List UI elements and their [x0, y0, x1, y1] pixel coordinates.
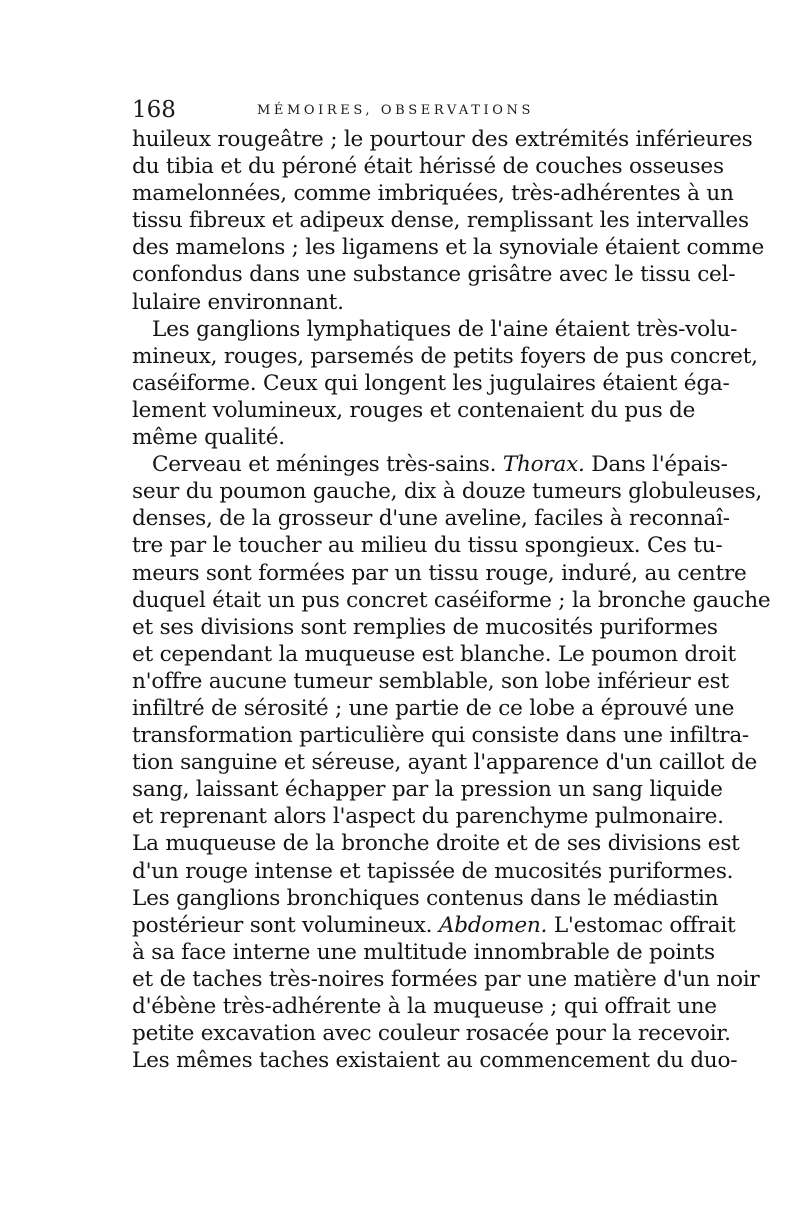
text-line: même qualité.	[132, 425, 285, 451]
text-line: meurs sont formées par un tissu rouge, induré, au centre	[132, 560, 747, 586]
section-heading-abdomen: Abdomen.	[438, 912, 548, 938]
page-header	[132, 96, 672, 126]
text-line: du tibia et du péroné était hérissé de couches osseuses	[132, 154, 724, 180]
text-line: confondus dans une substance grisâtre avec le tissu cel-	[132, 262, 736, 288]
text-line	[132, 912, 736, 939]
body-text	[132, 126, 771, 1074]
running-head: MÉMOIRES, OBSERVATIONS	[257, 103, 534, 118]
section-heading-thorax: Thorax.	[502, 452, 585, 478]
text-line: à sa face interne une multitude innombrable de points	[132, 939, 715, 965]
text-line: infiltré de sérosité ; une partie de ce lobe a éprouvé une	[132, 695, 735, 721]
text-line: caséiforme. Ceux qui longent les jugulaires étaient éga-	[132, 370, 730, 396]
text-line: huileux rougeâtre ; le pourtour des extrémités inférieures	[132, 127, 753, 152]
text-line: tion sanguine et séreuse, ayant l'apparence d'un caillot de	[132, 750, 758, 776]
text-line: petite excavation avec couleur rosacée pour la recevoir.	[132, 1021, 731, 1047]
text-line: denses, de la grosseur d'une aveline, faciles à reconnaî-	[132, 506, 730, 532]
text-line: seur du poumon gauche, dix à douze tumeurs globuleuses,	[132, 479, 763, 505]
text-line: Les mêmes taches existaient au commencement du duo-	[132, 1048, 738, 1074]
text-line: Les ganglions bronchiques contenus dans le médiastin	[132, 885, 719, 911]
paragraph-start-line	[132, 451, 728, 478]
text-line: mineux, rouges, parsemés de petits foyers de pus concret,	[132, 343, 758, 369]
text-line: mamelonnées, comme imbriquées, très-adhérentes à un	[132, 181, 734, 207]
text-segment: Cerveau et méninges très-sains.	[152, 452, 497, 478]
text-segment: Dans l'épais-	[591, 452, 728, 478]
text-line: lulaire environnant.	[132, 289, 344, 315]
text-line: La muqueuse de la bronche droite et de ses divisions est	[132, 831, 740, 857]
text-line: et de taches très-noires formées par une matière d'un noir	[132, 966, 760, 992]
text-line: duquel était un pus concret caséiforme ; la bronche gauche	[132, 587, 771, 613]
text-line: et reprenant alors l'aspect du parenchyme pulmonaire.	[132, 804, 724, 830]
text-line: n'offre aucune tumeur semblable, son lobe inférieur est	[132, 668, 729, 694]
text-line: transformation particulière qui consiste dans une infiltra-	[132, 723, 749, 749]
text-line: lement volumineux, rouges et contenaient du pus de	[132, 397, 696, 423]
text-line: sang, laissant échapper par la pression un sang liquide	[132, 777, 723, 803]
text-line: d'ébène très-adhérente à la muqueuse ; qui offrait une	[132, 994, 717, 1019]
text-line: d'un rouge intense et tapissée de mucosités puriformes.	[132, 858, 734, 884]
text-line: tissu fibreux et adipeux dense, remplissant les intervalles	[132, 208, 749, 234]
page-number: 168	[132, 97, 176, 123]
text-segment: postérieur sont volumineux.	[132, 912, 433, 938]
text-line: des mamelons ; les ligamens et la synoviale étaient comme	[132, 235, 765, 261]
paragraph-start-line: Les ganglions lymphatiques de l'aine étaient très-volu-	[152, 316, 738, 342]
text-line: tre par le toucher au milieu du tissu spongieux. Ces tu-	[132, 533, 723, 559]
text-line: et cependant la muqueuse est blanche. Le poumon droit	[132, 641, 736, 667]
text-line: et ses divisions sont remplies de mucosités puriformes	[132, 614, 718, 640]
text-segment: L'estomac offrait	[553, 912, 736, 938]
